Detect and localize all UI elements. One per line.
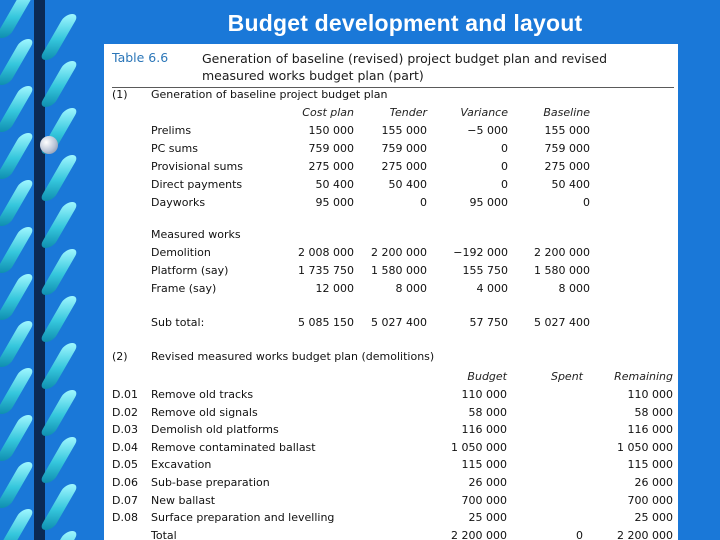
section2-header-row	[104, 370, 678, 386]
baseline-cell: 275 000	[544, 160, 590, 173]
section1-title: Generation of baseline project budget plan	[151, 88, 388, 101]
decorative-stripe	[0, 133, 35, 179]
tender-cell: 2 200 000	[371, 246, 427, 259]
row-label: Direct payments	[151, 178, 243, 191]
table-row	[104, 388, 678, 404]
table-row	[104, 124, 678, 140]
tender-cell: 0	[420, 196, 427, 209]
section1-heading	[104, 88, 678, 104]
row-label: Provisional sums	[151, 160, 243, 173]
item-code: D.06	[112, 476, 138, 489]
item-code: D.07	[112, 493, 138, 507]
baseline-cell: 759 000	[544, 142, 590, 155]
budget-cell: 1 050 000	[451, 440, 507, 454]
remaining-cell: 110 000	[627, 388, 673, 401]
budget-cell: 26 000	[468, 476, 507, 489]
remaining-cell: 58 000	[634, 405, 673, 419]
budget-cell: 110 000	[461, 388, 507, 401]
budget-cell: 116 000	[461, 423, 507, 437]
table-row	[104, 264, 678, 280]
total-label: Total	[151, 529, 177, 540]
tender-cell: 155 000	[381, 124, 427, 137]
baseline-cell: 155 000	[544, 124, 590, 137]
slide-title: Budget development and layout	[227, 10, 583, 36]
row-label: Remove contaminated ballast	[151, 440, 316, 454]
subtotal-variance: 57 750	[469, 316, 508, 329]
row-label: New ballast	[151, 493, 216, 507]
table-row	[104, 160, 678, 176]
tender-cell: 50 400	[388, 178, 427, 191]
row-label: Remove old tracks	[151, 388, 254, 401]
section1-header-row	[104, 106, 678, 122]
decorative-stripe	[0, 415, 35, 461]
row-label: Surface preparation and levelling	[151, 511, 335, 525]
cost-plan-cell: 2 008 000	[298, 246, 354, 259]
header-budget: Budget	[467, 370, 507, 383]
bullet-dot-icon	[40, 136, 58, 154]
cost-plan-cell: 1 735 750	[298, 264, 354, 277]
table-row	[104, 476, 678, 492]
decorative-stripe	[0, 180, 35, 226]
remaining-cell: 25 000	[634, 511, 673, 525]
item-code: D.02	[112, 405, 138, 419]
decorative-stripe	[0, 274, 35, 320]
table-row	[104, 494, 678, 510]
decorative-stripe	[0, 39, 35, 85]
measured-works-heading: Measured works	[151, 228, 241, 241]
row-label: Demolish old platforms	[151, 423, 279, 437]
variance-cell: 95 000	[469, 196, 508, 209]
item-code: D.01	[112, 388, 138, 401]
row-label: Remove old signals	[151, 405, 258, 419]
table-sheet	[104, 44, 678, 540]
item-code: D.03	[112, 423, 138, 437]
section1-number: (1)	[112, 88, 128, 101]
budget-cell: 115 000	[461, 458, 507, 472]
variance-cell: 4 000	[476, 282, 508, 295]
cost-plan-cell: 95 000	[315, 196, 354, 209]
table-label: Table 6.6	[112, 50, 169, 65]
decorative-stripe	[0, 0, 35, 38]
cost-plan-cell: 275 000	[308, 160, 354, 173]
header-remaining: Remaining	[614, 370, 673, 383]
decorative-stripe	[0, 86, 35, 132]
item-code: D.04	[112, 440, 138, 454]
row-label: Sub-base preparation	[151, 476, 270, 489]
variance-cell: 155 750	[462, 264, 508, 277]
table-row	[104, 458, 678, 474]
tender-cell: 759 000	[381, 142, 427, 155]
subtotal-baseline: 5 027 400	[534, 316, 590, 329]
decorative-bar	[34, 0, 45, 540]
header-variance: Variance	[460, 106, 508, 119]
baseline-cell: 2 200 000	[534, 246, 590, 259]
tender-cell: 1 580 000	[371, 264, 427, 277]
table-row	[104, 406, 678, 422]
remaining-cell: 26 000	[634, 476, 673, 489]
row-label: Dayworks	[151, 196, 206, 209]
decorative-stripe	[0, 462, 35, 508]
decorative-stripe-border	[0, 0, 78, 540]
total-remaining: 2 200 000	[617, 529, 673, 540]
header-baseline: Baseline	[543, 106, 590, 119]
budget-cell: 700 000	[461, 493, 507, 507]
variance-cell: 0	[501, 160, 508, 173]
header-cost-plan: Cost plan	[302, 106, 354, 119]
table-row	[104, 441, 678, 457]
total-budget: 2 200 000	[451, 529, 507, 540]
remaining-cell: 115 000	[627, 458, 673, 472]
row-label: Excavation	[151, 458, 212, 472]
table-row	[104, 178, 678, 194]
decorative-stripe	[0, 509, 35, 540]
subtotal-label: Sub total:	[151, 316, 205, 329]
variance-cell: 0	[501, 178, 508, 191]
budget-cell: 58 000	[468, 405, 507, 419]
decorative-stripe	[0, 227, 35, 273]
table-row	[104, 142, 678, 158]
cost-plan-cell: 150 000	[308, 124, 354, 137]
baseline-cell: 50 400	[551, 178, 590, 191]
caption-line-2: measured works budget plan (part)	[202, 68, 424, 83]
remaining-cell: 700 000	[627, 493, 673, 507]
section2-title: Revised measured works budget plan (demolitions)	[151, 350, 435, 363]
row-label: Demolition	[151, 246, 211, 259]
remaining-cell: 1 050 000	[617, 440, 673, 454]
decorative-stripe	[0, 321, 35, 367]
header-tender: Tender	[389, 106, 427, 119]
subtotal-row	[104, 316, 678, 332]
table-caption	[202, 50, 672, 84]
item-code: D.05	[112, 458, 138, 472]
table-row	[104, 423, 678, 439]
subtotal-cost-plan: 5 085 150	[298, 316, 354, 329]
row-label: PC sums	[151, 142, 198, 155]
variance-cell: 0	[501, 142, 508, 155]
subtotal-tender: 5 027 400	[371, 316, 427, 329]
table-row	[104, 511, 678, 527]
variance-cell: −5 000	[467, 124, 508, 137]
section2-number: (2)	[112, 350, 128, 363]
cost-plan-cell: 12 000	[315, 282, 354, 295]
row-label: Prelims	[151, 124, 192, 137]
cost-plan-cell: 759 000	[308, 142, 354, 155]
measured-works-heading-row	[104, 228, 678, 244]
table-row	[104, 246, 678, 262]
remaining-cell: 116 000	[627, 423, 673, 437]
decorative-stripe	[0, 368, 35, 414]
cost-plan-cell: 50 400	[315, 178, 354, 191]
tender-cell: 275 000	[381, 160, 427, 173]
tender-cell: 8 000	[395, 282, 427, 295]
total-spent: 0	[576, 529, 583, 540]
baseline-cell: 1 580 000	[534, 264, 590, 277]
variance-cell: −192 000	[453, 246, 508, 259]
item-code: D.08	[112, 511, 138, 525]
row-label: Frame (say)	[151, 282, 217, 295]
baseline-cell: 8 000	[558, 282, 590, 295]
section2-heading	[104, 350, 678, 366]
budget-cell: 25 000	[468, 511, 507, 525]
table-row	[104, 196, 678, 212]
baseline-cell: 0	[583, 196, 590, 209]
total-row	[104, 529, 678, 540]
header-spent: Spent	[550, 370, 583, 383]
table-row	[104, 282, 678, 298]
caption-line-1: Generation of baseline (revised) project budget plan and revised	[202, 51, 608, 66]
row-label: Platform (say)	[151, 264, 229, 277]
